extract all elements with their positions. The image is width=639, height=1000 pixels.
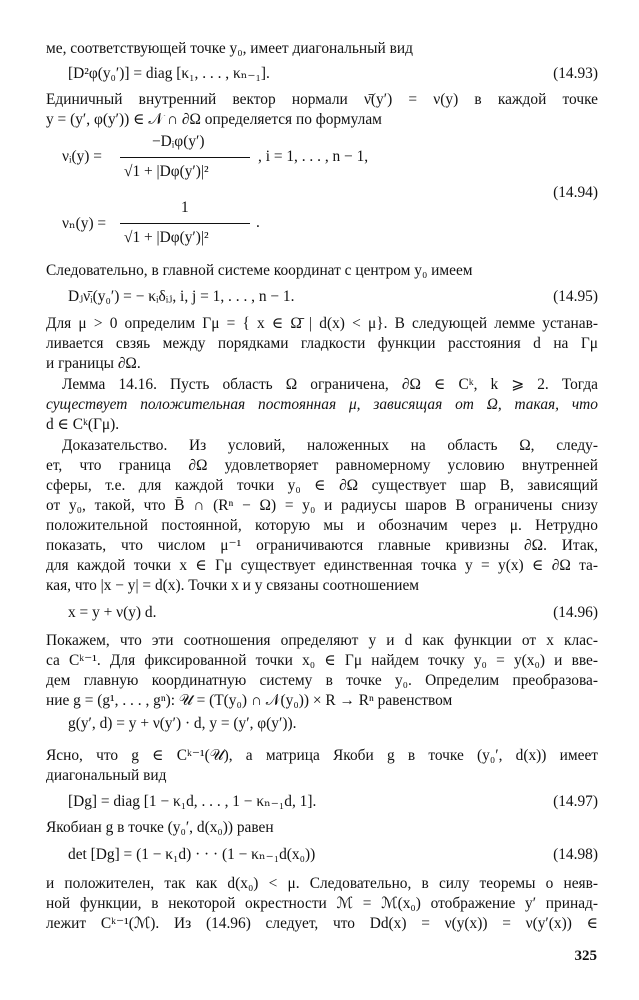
text-line: сферы, т.е. для каждой точки y₀ ∈ ∂Ω существует шар B, зависящий bbox=[46, 477, 598, 494]
text-line: лежит Cᵏ⁻¹(ℳ). Из (14.96) следует, что Dd(x) = ν(y(x)) = ν(y′(x)) ∈ bbox=[46, 915, 598, 932]
fraction-bar bbox=[120, 223, 250, 224]
text-line: показать, что числом μ⁻¹ ограничиваются главные кривизны ∂Ω. Итак, bbox=[46, 537, 598, 554]
text-line: и границы ∂Ω. bbox=[46, 355, 141, 372]
text-line: са Cᵏ⁻¹. Для фиксированной точки x₀ ∈ Γμ найдем точку y₀ = y(x₀) и вве- bbox=[46, 652, 598, 669]
equation-14-95: Dⱼν̄ᵢ(y₀′) = − κᵢδᵢⱼ, i, j = 1, . . . , n − 1. bbox=[68, 288, 295, 305]
eq-lhs: νᵢ(y) = bbox=[62, 148, 102, 165]
equation-14-93: [D²φ(y₀′)] = diag [κ₁, . . . , κₙ₋₁]. bbox=[68, 65, 270, 82]
text-line: y = (y′, φ(y′)) ∈ 𝒩 ∩ ∂Ω определяется по формулам bbox=[46, 111, 382, 128]
equation-14-98: det [Dg] = (1 − κ₁d) · · · (1 − κₙ₋₁d(x₀)) bbox=[68, 846, 316, 863]
eq-numerator: 1 bbox=[181, 199, 189, 216]
text-line: кая, что |x − y| = d(x). Точки x и y связаны соотношением bbox=[46, 577, 420, 594]
text-line: для каждой точки x ∈ Γμ существует единственная точка y = y(x) ∈ ∂Ω та- bbox=[46, 557, 598, 574]
proof-heading: Доказательство. Из условий, наложенных на область Ω, следу- bbox=[62, 437, 598, 454]
text-line: положительной постоянной, которую мы и обозначим через μ. Нетрудно bbox=[46, 517, 598, 534]
text-line: ме, соответствующей точке y₀, имеет диагональный вид bbox=[46, 40, 413, 57]
text-line: и положителен, так как d(x₀) < μ. Следовательно, в силу теоремы о неяв- bbox=[46, 875, 598, 892]
eq-tail: . bbox=[256, 214, 260, 231]
text-line: ет, что граница ∂Ω удовлетворяет равномерному условию внутренней bbox=[46, 457, 598, 474]
fraction-bar bbox=[120, 157, 250, 158]
eq-tail: , i = 1, . . . , n − 1, bbox=[258, 148, 369, 165]
eq-lhs: νₙ(y) = bbox=[62, 215, 107, 232]
text-line: Якобиан g в точке (y₀′, d(x₀)) равен bbox=[46, 819, 274, 836]
text-line: Покажем, что эти соотношения определяют y и d как функции от x клас- bbox=[46, 632, 598, 649]
equation-number: (14.93) bbox=[553, 65, 598, 82]
text-line: ливается свзяь между порядками гладкости функции расстояния d на Γμ bbox=[46, 335, 598, 352]
text-line: существует положительная постоянная μ, зависящая от Ω, такая, что bbox=[46, 396, 598, 413]
equation-14-96: x = y + ν(y) d. bbox=[68, 604, 157, 621]
eq-denominator: √1 + |Dφ(y′)|² bbox=[124, 163, 209, 180]
text-line: Для μ > 0 определим Γμ = { x ∈ Ω̄ | d(x) < μ}. В следующей лемме устанав- bbox=[46, 315, 598, 332]
eq-numerator: −Dᵢφ(y′) bbox=[152, 133, 205, 150]
equation-number: (14.94) bbox=[553, 184, 598, 201]
equation-number: (14.95) bbox=[553, 288, 598, 305]
equation-number: (14.96) bbox=[553, 604, 598, 621]
equation-number: (14.97) bbox=[553, 793, 598, 810]
eq-denominator: √1 + |Dφ(y′)|² bbox=[124, 229, 209, 246]
page-number: 325 bbox=[574, 948, 597, 964]
equation-g: g(y′, d) = y + ν(y′) · d, y = (y′, φ(y′)). bbox=[68, 715, 297, 732]
equation-14-97: [Dg] = diag [1 − κ₁d, . . . , 1 − κₙ₋₁d, 1]. bbox=[68, 793, 317, 810]
text-line: ной функции, в некоторой окрестности ℳ = ℳ(x₀) отображение y′ принад- bbox=[46, 895, 598, 912]
text-line: d ∈ Cᵏ(Γμ). bbox=[46, 416, 120, 433]
equation-number: (14.98) bbox=[553, 846, 598, 863]
lemma-heading: Лемма 14.16. Пусть область Ω ограничена, ∂Ω ∈ Cᵏ, k ⩾ 2. Тогда bbox=[62, 376, 598, 393]
text-line: дем главную координатную систему в точке y₀. Определим преобразова- bbox=[46, 672, 598, 689]
text-line: Следовательно, в главной системе координат с центром y₀ имеем bbox=[46, 262, 473, 279]
text-line: Единичный внутренний вектор нормали ν̄(y′) = ν(y) в каждой точке bbox=[46, 91, 598, 108]
text-line: Ясно, что g ∈ Cᵏ⁻¹(𝒰), а матрица Якоби g в точке (y₀′, d(x)) имеет bbox=[46, 747, 598, 764]
text-line: диагональный вид bbox=[46, 767, 167, 784]
text-line: ние g = (g¹, . . . , gⁿ): 𝒰 = (T(y₀) ∩ 𝒩(y₀)) × R → Rⁿ равенством bbox=[46, 692, 453, 709]
text-line: от y₀, такой, что B̄ ∩ (Rⁿ − Ω) = y₀ и радиусы шаров B ограничены снизу bbox=[46, 497, 598, 514]
